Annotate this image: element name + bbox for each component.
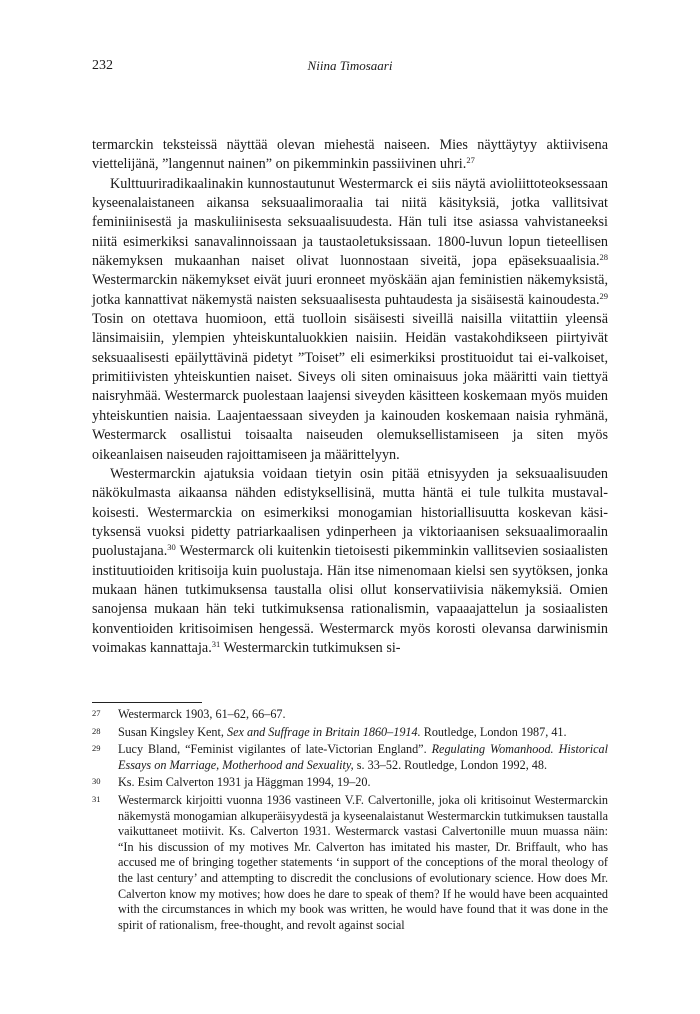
- footnote-text: Westermarck 1903, 61–62, 66–67.: [118, 707, 286, 721]
- footnote: [92, 742, 608, 773]
- footnote-ref[interactable]: 27: [466, 155, 475, 166]
- footnote-ref[interactable]: 30: [167, 542, 176, 553]
- running-head-author: Niina Timosaari: [307, 58, 393, 73]
- footnote-text: Susan Kingsley Kent, Sex and Suffrage in Britain 1860–1914. Routledge, London 1987, 41.: [118, 724, 567, 739]
- footnote-text: Westermarck kirjoitti vuonna 1936 vastineen V.F. Calvertonille, joka oli kritisoinut Westermarckin näkemystä monogamian alkuperäisyydestä ja kyseenalaistanut Westermarckin tutkimuksen taustalla vaikuttaneet motiivit. Ks. Calverton 1931. Westermarck vastasi Calvertonille muun muassa näin: “In his discussion of my motives Mr. Calverton has imitated his master, Dr. Briffault, who has accused me of bringing together statements ‘in support of the conceptions of the moral theology of the last century’ and attempting to discredit the conclusions of evolutionary science. How does Mr. Calverton know my motives; how does he dare to speak of them? If he would have been acquainted with the circumstances in which my book was written, he would have found that it was done in the spirit of rationalism, free-thought, and revolt against social: [118, 792, 608, 932]
- footnote-ref[interactable]: 28: [599, 252, 608, 263]
- paragraph: Westermarckin ajatuksia voidaan tietyin osin pitää etnisyyden ja seksuaalisuuden näkökulmasta aikaansa nähden edistyksellisinä, mutta häntä ei tule tulkita mustavalkoisesti. Westermarckia on esimerkiksi monogamian historiallisuutta koskevan käsityksensä vuoksi pidetty patriarkaalisen ydinperheen ja viktoriaanisen seksuaalimoraalin puolustajana.$^{30}$ Westermarck oli kuitenkin tietoisesti pikemminkin vallitsevien sosiaalisten instituutioiden kritisoija kuin puolustaja. Hän itse nimenomaan kielsi sen syytöksen, jonka mukaan hänen tutkimuksensa taustalla olisi ollut konservatiivisia näkemyksiä. Omien sanojensa mukaan hän teki tutkimuksensa rationalismin, vapaaajattelun ja sosiaalisten konventioiden kritisoimisen hengessä. Westermarck myös korosti olevansa darwinismin voimakas kannattaja.$^{31}$ Westermarckin tutkimuksen si-: [92, 465, 608, 656]
- footnote-number: 28: [92, 725, 101, 736]
- paragraph: termarckin teksteissä näyttää olevan miehestä naiseen. Mies näyttäytyy aktiivisena viettelijänä, ”langennut nainen” on pikemminkin passiivinen uhri.$^{27}$: [92, 137, 608, 173]
- footnote-divider: [92, 702, 202, 703]
- page-header: [92, 58, 608, 74]
- footnote-text: Lucy Bland, “Feminist vigilantes of late-Victorian England”. Regulating Womanhood. Historical Essays on Marriage, Motherhood and Sexuality, s. 33–52. Routledge, London 1992, 48.: [118, 742, 608, 772]
- footnote-number: 29: [92, 743, 101, 754]
- footnote-number: 30: [92, 776, 101, 787]
- book-title: Regulating Womanhood. Historical Essays on Marriage, Motherhood and Sexuality,: [118, 742, 608, 772]
- footnote-number: 27: [92, 708, 101, 718]
- footnotes: [92, 707, 608, 935]
- footnote-ref[interactable]: 31: [211, 638, 221, 649]
- footnote: [92, 725, 608, 741]
- footnote-text: Ks. Esim Calverton 1931 ja Häggman 1994, 19–20.: [118, 775, 371, 790]
- book-title: Sex and Suffrage in Britain 1860–1914.: [227, 724, 421, 739]
- footnote: [92, 775, 608, 791]
- footnote-number: 31: [92, 793, 101, 804]
- page-number: 232: [92, 58, 113, 73]
- footnote-ref[interactable]: 29: [599, 290, 608, 301]
- main-text: [92, 136, 608, 658]
- footnote: [92, 707, 608, 723]
- footnote: [92, 793, 608, 933]
- paragraph: Kulttuuriradikaalinakin kunnostautunut Westermarck ei siis näytä avioliittoteoksessaan kyseenalaistaneen aikansa seksuaalimoraalia tai niitä käsityksiä, jotka vallitsivat feminiinisestä ja maskuliinisesta seksuaalisuudesta. Hän tuli itse asiassa vahvistaneeksi niitä esimerkiksi sanavalinnoissaan ja taustaoletuksissaan. 1800-luvun lopun tieteellisen näkemyksen mukaanhan naiset olivat luonnostaan siveitä, jopa epäseksuaalisia.$^{28}$ Westermarckin näkemykset eivät juuri eronneet myöskään ajan feministien näkemyksistä, jotka kannattivat näkemystä naisten seksuaalisesta puhtaudesta ja sisäisestä kainoudesta.$^{29}$ Tosin on otettava huomioon, että tuolloin sisäisesti siveillä naisilla viitattiin yleensä länsimaisiin, ylempien yhteiskuntaluokkien naisiin. Heidän vastakohdikseen piirtyivät seksuaalisesti epäilyttävinä pidetyt ”Toiset” eli esimerkiksi prostituoidut tai ei-valkoiset, primitiivisten yhteiskuntien naiset. Siveys oli siten ominaisuus joka määritti vain tiettyä naisryhmää. Westermarck puolestaan laajensi siveyden käsitteen koskemaan myös muiden yhteiskuntien naisia. Laajentaessaan siveyden ja kainouden koskemaan naisia ryhmänä, Westermarck osallistui toisaalta naiseuden olemuksellistamiseen ja siten myös oikeanlaisen naiseuden rajoittamiseen ja määrittelyyn.: [92, 175, 608, 463]
